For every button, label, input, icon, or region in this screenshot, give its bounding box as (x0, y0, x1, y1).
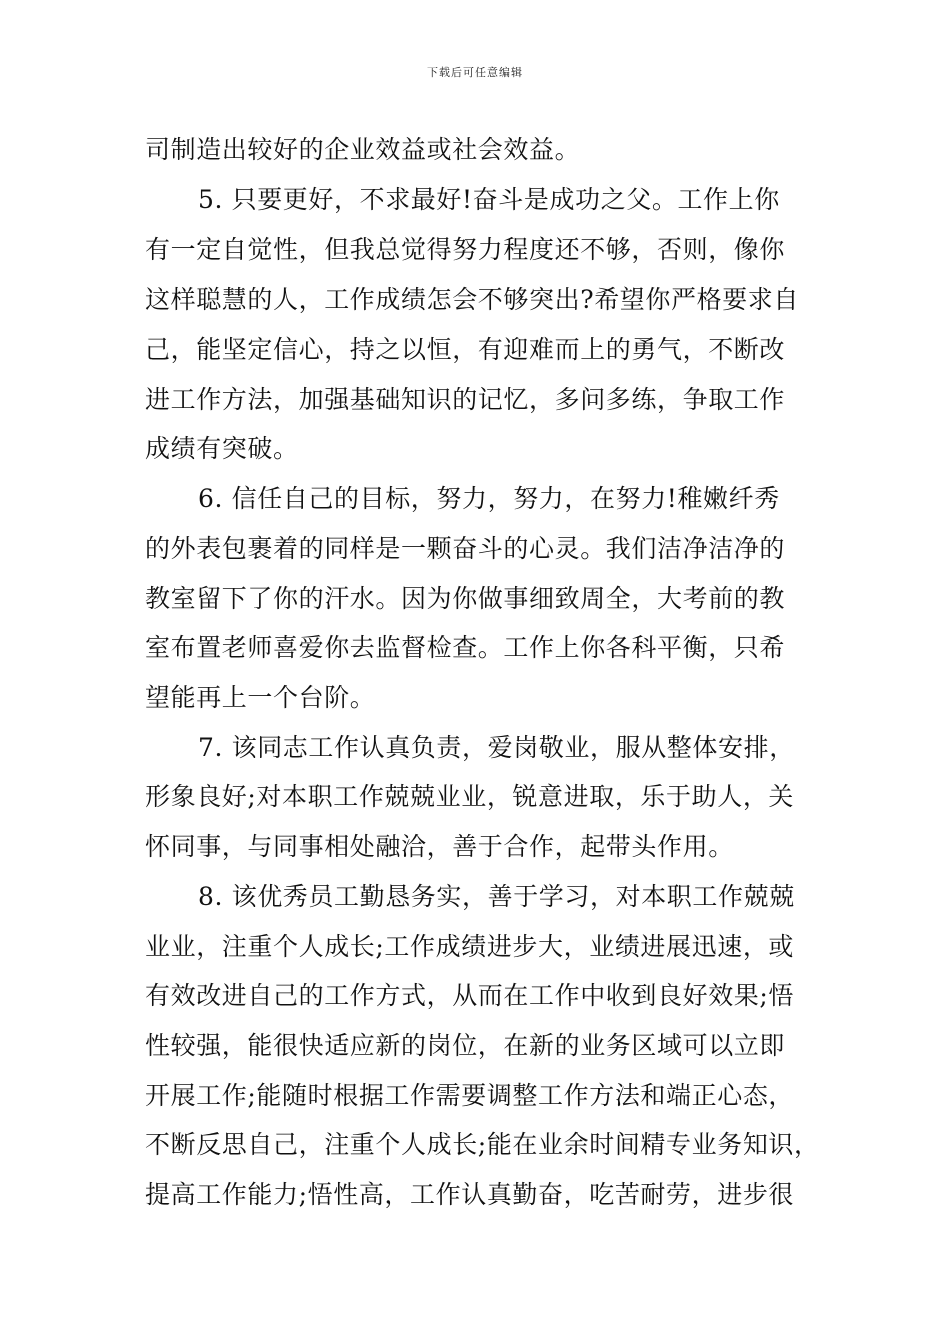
text-line: 这样聪慧的人，工作成绩怎会不够突出?希望你严格要求自 (145, 285, 800, 314)
text-line: 司制造出较好的企业效益或社会效益。 (145, 135, 581, 164)
text-line: 业业，注重个人成长;工作成绩进步大，业绩进展迅速，或 (145, 932, 795, 961)
text-line: 不断反思自己，注重个人成长;能在业余时间精专业务知识， (145, 1130, 820, 1159)
text-line: 形象良好;对本职工作兢兢业业，锐意进取，乐于助人，关 (145, 782, 795, 811)
text-line: 望能再上一个台阶。 (145, 683, 376, 712)
text-line: 提高工作能力;悟性高，工作认真勤奋，吃苦耐劳，进步很 (145, 1180, 795, 1209)
page-header: 下载后可任意编辑 (427, 66, 523, 79)
text-line: 有效改进自己的工作方式，从而在工作中收到良好效果;悟 (145, 981, 795, 1010)
text-line: 进工作方法，加强基础知识的记忆，多问多练，争取工作 (145, 385, 786, 414)
text-line: 己，能坚定信心，持之以恒，有迎难而上的勇气，不断改 (145, 335, 786, 364)
paragraph-7-first-line: 7. 该同志工作认真负责，爱岗敬业，服从整体安排， (198, 733, 795, 762)
paragraph-8-first-line: 8. 该优秀员工勤恳务实，善于学习，对本职工作兢兢 (198, 882, 795, 911)
text-line: 室布置老师喜爱你去监督检查。工作上你各科平衡，只希 (145, 633, 786, 662)
paragraph-5-first-line: 5. 只要更好，不求最好!奋斗是成功之父。工作上你 (198, 185, 780, 214)
text-line: 的外表包裹着的同样是一颗奋斗的心灵。我们洁净洁净的 (145, 534, 786, 563)
text-line: 成绩有突破。 (145, 434, 299, 463)
text-line: 开展工作;能随时根据工作需要调整工作方法和端正心态， (145, 1081, 795, 1110)
text-line: 怀同事，与同事相处融洽，善于合作，起带头作用。 (145, 832, 734, 861)
text-line: 有一定自觉性，但我总觉得努力程度还不够，否则，像你 (145, 235, 786, 264)
text-line: 教室留下了你的汗水。因为你做事细致周全，大考前的教 (145, 584, 786, 613)
paragraph-6-first-line: 6. 信任自己的目标，努力，努力，在努力!稚嫩纤秀 (198, 484, 780, 513)
text-line: 性较强，能很快适应新的岗位，在新的业务区域可以立即 (145, 1031, 786, 1060)
